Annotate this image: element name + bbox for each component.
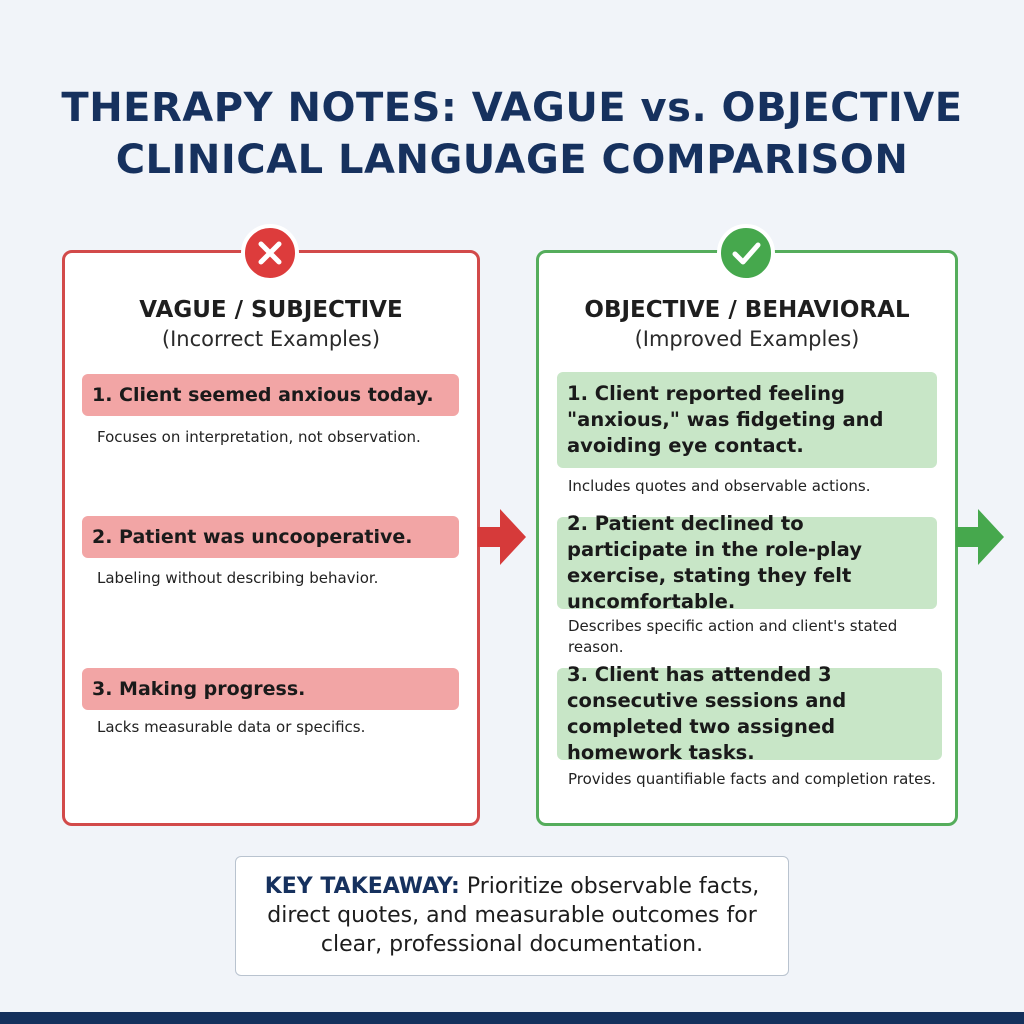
objective-panel-heading: OBJECTIVE / BEHAVIORAL bbox=[584, 297, 910, 323]
objective-panel-subheading: (Improved Examples) bbox=[634, 327, 860, 351]
footer-bar bbox=[0, 1012, 1024, 1024]
objective-note-3: Provides quantifiable facts and completion rates. bbox=[568, 770, 936, 788]
check-icon bbox=[717, 224, 775, 282]
objective-note-2: Describes specific action and client's stated reason. bbox=[568, 617, 898, 656]
objective-example-1: 1. Client reported feeling "anxious," was fidgeting and avoiding eye contact. bbox=[557, 372, 937, 468]
x-icon bbox=[241, 224, 299, 282]
vague-example-1: 1. Client seemed anxious today. bbox=[82, 374, 459, 416]
title-line-2: CLINICAL LANGUAGE COMPARISON bbox=[115, 137, 909, 183]
objective-example-2: 2. Patient declined to participate in the role-play exercise, stating they felt uncomfortable. bbox=[557, 517, 937, 609]
objective-panel bbox=[536, 250, 958, 826]
key-takeaway-text: Prioritize observable facts, direct quotes, and measurable outcomes for clear, professional documentation. bbox=[267, 874, 760, 957]
arrow-right-icon bbox=[478, 505, 528, 569]
vague-note-1: Focuses on interpretation, not observation. bbox=[97, 428, 421, 446]
page-title bbox=[0, 82, 1024, 186]
vague-panel-header bbox=[65, 295, 477, 353]
vague-note-2: Labeling without describing behavior. bbox=[97, 569, 379, 587]
objective-note-1: Includes quotes and observable actions. bbox=[568, 477, 871, 495]
arrow-right-icon bbox=[956, 505, 1006, 569]
vague-panel-heading: VAGUE / SUBJECTIVE bbox=[139, 297, 403, 323]
title-line-1: THERAPY NOTES: VAGUE vs. OBJECTIVE bbox=[61, 85, 963, 131]
key-takeaway-box bbox=[235, 856, 789, 976]
vague-example-2: 2. Patient was uncooperative. bbox=[82, 516, 459, 558]
key-takeaway-label: KEY TAKEAWAY: bbox=[264, 874, 460, 899]
vague-panel-subheading: (Incorrect Examples) bbox=[161, 327, 381, 351]
objective-example-3: 3. Client has attended 3 consecutive sessions and completed two assigned homework tasks. bbox=[557, 668, 942, 760]
vague-panel bbox=[62, 250, 480, 826]
vague-note-3: Lacks measurable data or specifics. bbox=[97, 718, 366, 736]
objective-panel-header bbox=[539, 295, 955, 353]
vague-example-3: 3. Making progress. bbox=[82, 668, 459, 710]
